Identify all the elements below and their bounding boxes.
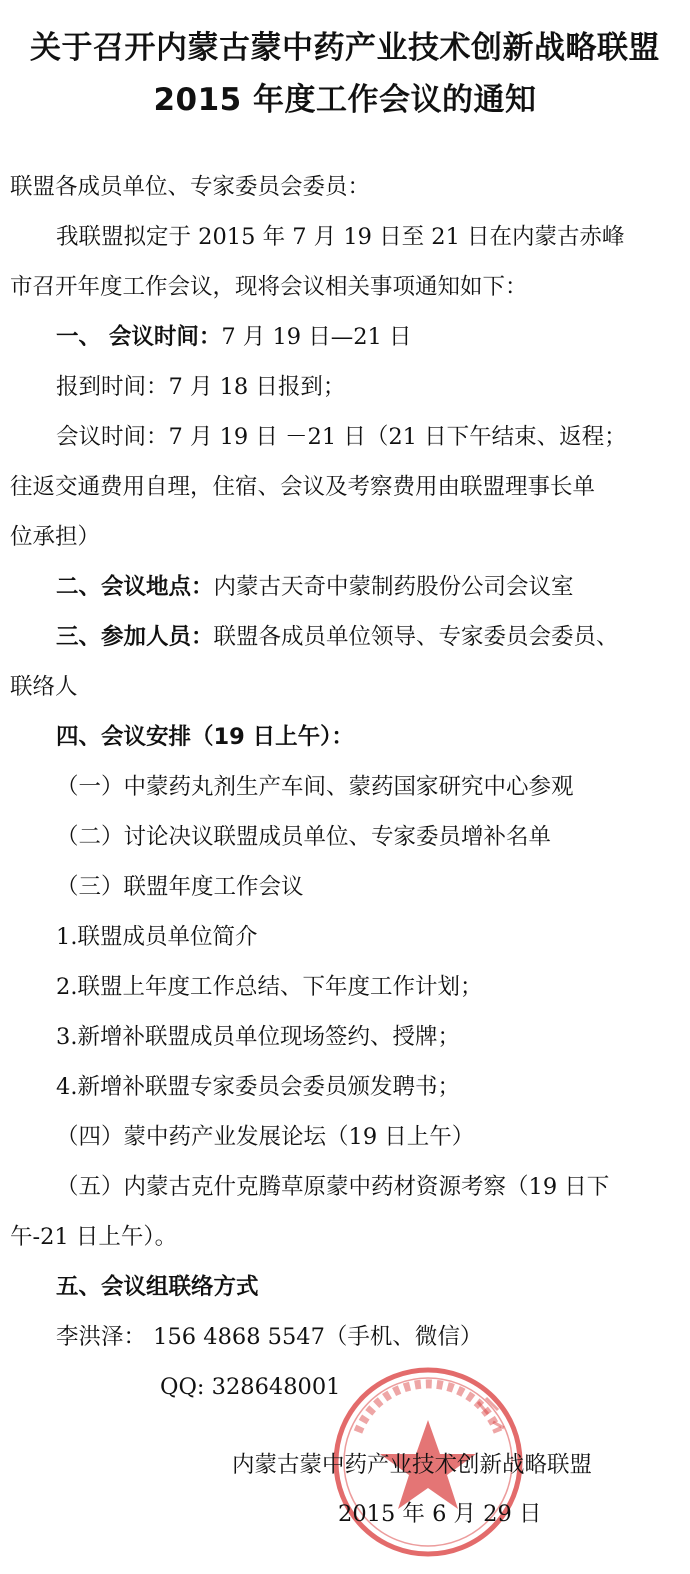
agenda-subitem: 4.新增补联盟专家委员会委员颁发聘书； <box>56 1074 460 1100</box>
intro-line-2: 市召开年度工作会议，现将会议相关事项通知如下： <box>10 274 528 300</box>
section-2-row <box>56 576 574 599</box>
agenda-item: （一）中蒙药丸剂生产车间、蒙药国家研究中心参观 <box>56 774 574 800</box>
agenda-item: （五）内蒙古克什克腾草原蒙中药材资源考察（19 日下 <box>56 1174 610 1200</box>
meeting-time-line-3: 位承担） <box>10 524 101 550</box>
contact-phone: 李洪泽： 156 4868 5547（手机、微信） <box>56 1324 483 1350</box>
title-line-2: 2015 年度工作会议的通知 <box>153 82 537 118</box>
agenda-subitem: 2.联盟上年度工作总结、下年度工作计划； <box>56 974 483 1000</box>
agenda-subitem: 3.新增补联盟成员单位现场签约、授牌； <box>56 1024 460 1050</box>
section-2-heading: 二、会议地点： <box>56 574 214 600</box>
salutation: 联盟各成员单位、专家委员会委员： <box>10 174 371 200</box>
section-3-heading: 三、参加人员： <box>56 624 214 650</box>
title-line-1: 关于召开内蒙古蒙中药产业技术创新战略联盟 <box>30 30 660 66</box>
meeting-time-line-1: 会议时间：7 月 19 日 －21 日（21 日下午结束、返程； <box>56 424 627 450</box>
register-time: 报到时间：7 月 18 日报到； <box>56 374 346 400</box>
agenda-item-cont: 午-21 日上午）。 <box>10 1224 178 1250</box>
agenda-item: （四）蒙中药产业发展论坛（19 日上午） <box>56 1124 475 1150</box>
agenda-item: （二）讨论决议联盟成员单位、专家委员增补名单 <box>56 824 552 850</box>
intro-line-1: 我联盟拟定于 2015 年 7 月 19 日至 21 日在内蒙古赤峰 <box>56 224 625 250</box>
signature-org: 内蒙古蒙中药产业技术创新战略联盟 <box>232 1452 593 1478</box>
section-3-value: 联盟各成员单位领导、专家委员会委员、 <box>213 624 619 650</box>
section-3-value-cont: 联络人 <box>10 674 78 700</box>
signature-date: 2015 年 6 月 29 日 <box>338 1501 542 1527</box>
section-1-value: 7 月 19 日—21 日 <box>221 324 412 350</box>
section-5-heading: 五、会议组联络方式 <box>56 1274 259 1300</box>
meeting-time-line-2: 往返交通费用自理，住宿、会议及考察费用由联盟理事长单 <box>10 474 596 500</box>
contact-qq: QQ: 328648001 <box>160 1374 341 1400</box>
section-1-row <box>56 326 412 349</box>
section-2-value: 内蒙古天奇中蒙制药股份公司会议室 <box>213 574 574 600</box>
agenda-subitem: 1.联盟成员单位简介 <box>56 924 258 950</box>
section-3-row <box>56 626 619 649</box>
section-4-heading: 四、会议安排（19 日上午）： <box>56 724 354 750</box>
section-1-heading: 一、 会议时间： <box>56 324 222 350</box>
agenda-item: （三）联盟年度工作会议 <box>56 874 304 900</box>
